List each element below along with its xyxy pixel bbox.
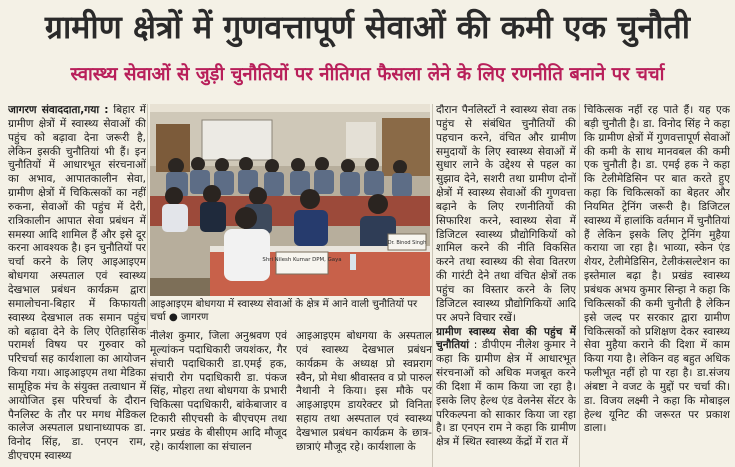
column-rule <box>147 104 148 330</box>
article-text: : डीपीएम नीलेश कुमार ने कहा कि ग्रामीण क्षेत्र में आधारभूत संरचनाओं को अधिक मजबूत करने की दिशा में काम किया जा रहा है। इसके लिए हेल्थ एंड वेलनेस सेंटर के परिकल्पना को साकार किया जा रहा है। डा एनएन राम ने कहा कि ग्रामीण क्षेत्र में स्थित स्वास्थ्य केंद्रों में रात में <box>436 339 576 449</box>
article-text: चिकित्सक नहीं रह पाते हैं। यह एक बड़ी चुनौती है। डा. विनोद सिंह ने कहा कि ग्रामीण क्षेत्रों में गुणवत्तापूर्ण सेवाओं की कमी के साथ मानवबल की कमी एक चुनौती है। डा. एमई हक ने कहा कि टेलीमेडिसिन पर बात करते हुए कहा कि चिकित्सकों का बेहतर और नियमित ट्रेनिंग जरूरी है। डिजिटल स्वास्थ्य में हालांकि वर्तमान में चुनौतियां हैं लेकिन इसके लिए ट्रेनिंग मुहैया कराया जा रहा है। भाव्या, स्केन एंड शेयर, टेलीमेडिसिन, टेलीकंसल्टेशन का इस्तेमाल बढ़ा है। प्रखंड स्वास्थ्य प्रबंधक अभय कुमार सिन्हा ने कहा कि चिकित्सकों की कमी चुनौती है लेकिन इसे जल्द पर सरकार द्वारा ग्रामीण चिकित्सकों को प्रशिक्षण देकर स्वास्थ्य सेवा मुहैया कराने की दिशा में काम किया गया है। लेकिन वह बहुत अधिक फलीभूत नहीं हो पा रहा है। डा.संजय अंबष्टा ने वजट के मुद्दों पर चर्चा की। डा. विजय लक्ष्मी ने कहा कि मोबाइल हेल्थ यूनिट की जरूरत पर प्रकाश डाला। <box>584 104 730 435</box>
article-column-2a <box>150 330 287 467</box>
article-column-2b <box>296 330 432 467</box>
article-text: बिहार में ग्रामीण क्षेत्रों में स्वास्थ्य सेवाओं की पहुंच को बढ़ावा देना जरूरी है, लेकिन इसकी चुनौतियां भी हैं। इन चुनौतियों में आधारभूत संरचनाओं का अभाव, आपातकालीन सेवा, ग्रामीण क्षेत्रों में चिकित्सकों का नहीं रुकना, सेवाओं की पहुंच में देरी, रात्रिकालीन आपात सेवा प्रबंधन में समस्या आदि शामिल हैं और इसे दूर करना आवश्यक है। इन चुनौतियों पर चर्चा करने के लिए आइआइएम बोधगया अस्पताल एवं स्वास्थ्य देखभाल प्रबंधन कार्यक्रम द्वारा समालोचना-बिहार में किफायती स्वास्थ्य देखभाल तक समान पहुंच को बढ़ावा देने के लिए ऐतिहासिक परामर्श विषय पर गुरुवार को परिचर्चा सह कार्यशाला का आयोजन किया गया। आइआइएम तथा मेडिका सामूहिक मंच के संयुक्त तत्वाधान में आयोजित इस परिचर्चा के दौरान पैनलिस्ट के तौर पर मगध मेडिकल कालेज अस्पताल प्रधानाध्यापक डा. विनोद सिंह, डा. एनएन राम, डीएचएम स्वास्थ्य <box>8 104 146 463</box>
byline: जागरण संवाददाता,गया : <box>8 104 109 116</box>
nameplate-2: Dr. Binod Singh <box>387 240 427 246</box>
article-text: आइआइएम बोधगया के अस्पताल एवं स्वास्थ्य देखभाल प्रबंधन कार्यक्रम के अध्यक्ष प्रो स्वप्नराग स्वैन, प्रो मेधा श्रीवास्तव व प्रो पारुल नैथानी ने किया। इस मौके पर आइआइएम डायरेक्टर प्रो विनिता सहाय तथा अस्पताल एवं स्वास्थ्य देखभाल प्रबंधन कार्यक्रम के छात्र-छात्राएं मौजूद रहे। कार्यशाला के <box>296 330 432 453</box>
conference-room-illustration <box>150 104 430 296</box>
column-rule <box>579 104 580 467</box>
photo-caption <box>150 298 430 328</box>
article-photo <box>150 104 430 296</box>
article-column-4 <box>584 104 730 467</box>
article-column-3 <box>436 104 576 467</box>
nameplate-1: Shri Nilesh Kumar DPM, Gaya <box>262 257 342 263</box>
caption-text: आइआइएम बोधगया में स्वास्थ्य सेवाओं के क्षेत्र में आने वाली चुनौतियों पर चर्चा <box>150 299 418 323</box>
article-column-1 <box>8 104 146 467</box>
subheadline: स्वास्थ्य सेवाओं से जुड़ी चुनौतियों पर नीतिगत फैसला लेने के लिए रणनीति बनाने पर चर्चा <box>70 64 665 85</box>
article-text: नीलेश कुमार, जिला अनुश्रवण एवं मूल्यांकन पदाधिकारी जयशंकर, गैर संचारी पदाधिकारी डा.एमई हक, संचारी रोग पदाधिकारी डा. पंकज सिंह, मोहरा तथा बोधगया के प्रभारी चिकित्सा पदाधिकारी, बांकेबाजार व टिकारी सीएचसी के बीएचएम तथा नगर प्रखंड के बीसीएम आदि मौजूद रहे। कार्यशाला का संचालन <box>150 330 287 453</box>
column-rule <box>432 104 433 467</box>
caption-credit: ● जागरण <box>168 312 209 323</box>
article-text: दौरान पैनलिस्टों ने स्वास्थ्य सेवा तक पहुंच से संबंधित चुनौतियों की पहचान करने, वंचित और ग्रामीण समुदायों के लिए स्वास्थ्य सेवाओं में सुधार लाने के उद्देश्य से पहल का सुझाव देने, सशरी तथा ग्रामीण दोनों क्षेत्रों में स्वास्थ्य सेवाओं की गुणवत्ता बढ़ाने के लिए रणनीतियों की सिफारिश करने, स्वास्थ्य सेवा में डिजिटल स्वास्थ्य प्रौद्योगिकियों को शामिल करने की नीति विकसित करने तथा स्वास्थ्य की सेवा वितरण की गारंटी देने तथा वंचित क्षेत्रों तक पहुंच का विस्तार करने के लिए डिजिटल स्वास्थ्य प्रौद्योगिकियों आदि पर अपने विचार रखें। <box>436 104 576 324</box>
section-subheading: ग्रामीण स्वास्थ्य सेवा की पहुंच में चुनौतियां <box>436 325 576 352</box>
headline: ग्रामीण क्षेत्रों में गुणवत्तापूर्ण सेवाओं की कमी एक चुनौती <box>44 8 691 46</box>
